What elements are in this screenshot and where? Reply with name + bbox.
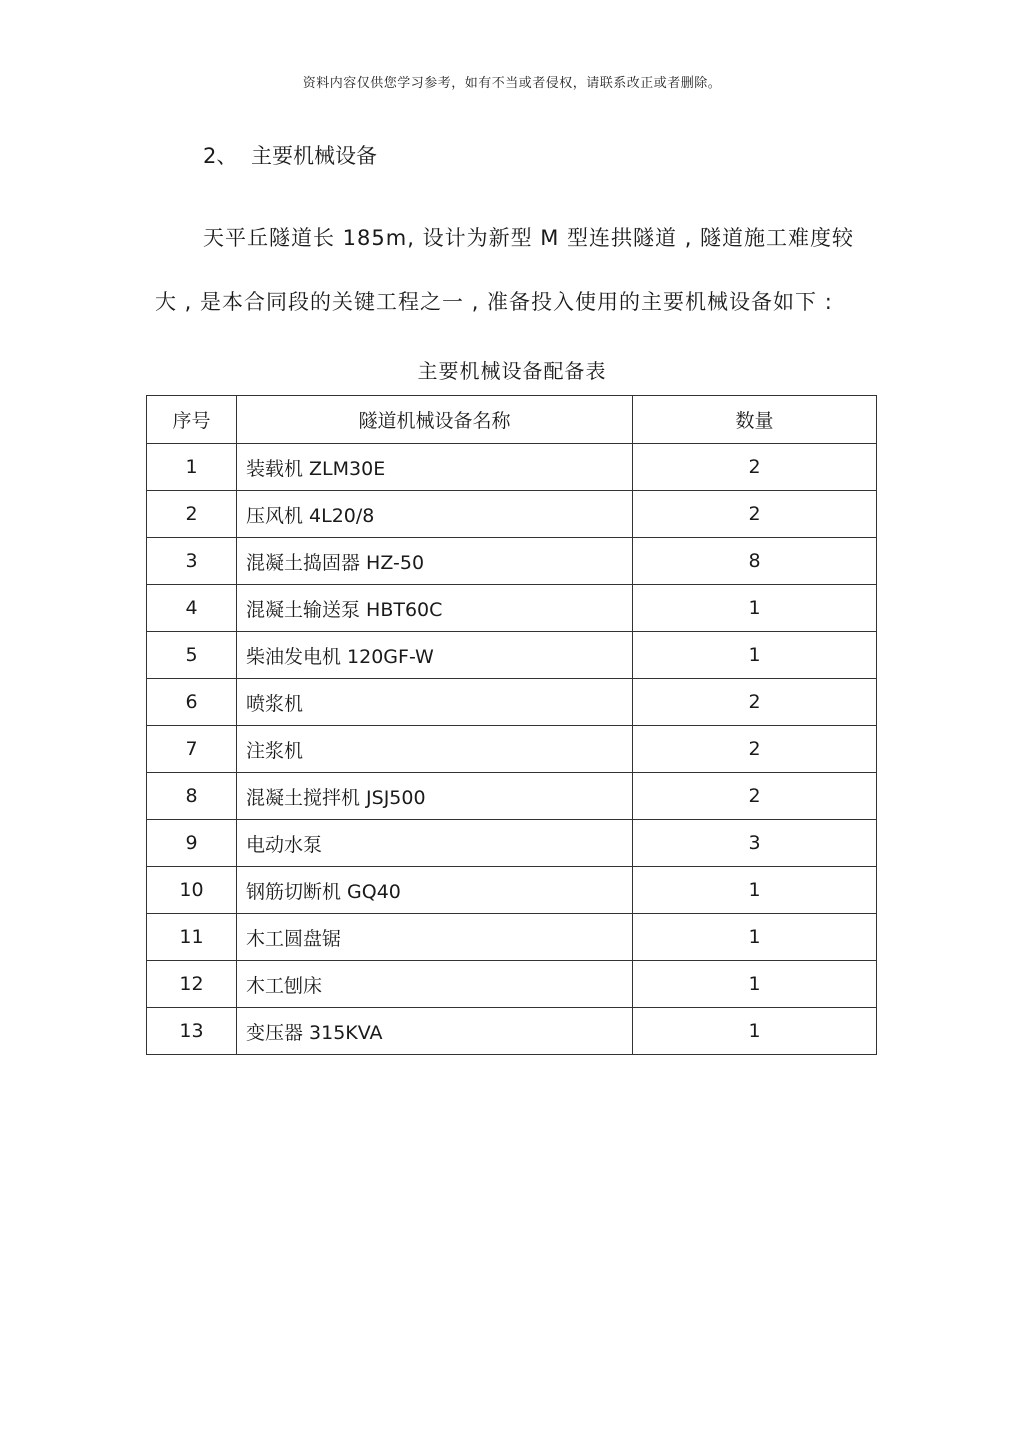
row-qty: 1 — [633, 632, 877, 679]
row-no: 2 — [147, 491, 237, 538]
row-qty: 8 — [633, 538, 877, 585]
row-qty: 2 — [633, 773, 877, 820]
header-qty: 数量 — [633, 396, 877, 444]
table-row — [147, 914, 877, 961]
row-no: 5 — [147, 632, 237, 679]
table-row — [147, 1008, 877, 1055]
row-qty: 2 — [633, 444, 877, 491]
intro-line-2: 大 , 是本合同段的关键工程之一 , 准备投入使用的主要机械设备如下 : — [155, 290, 833, 314]
row-name: 混凝土捣固器 HZ-50 — [237, 538, 633, 585]
row-name: 柴油发电机 120GF-W — [237, 632, 633, 679]
header-no: 序号 — [147, 396, 237, 444]
table-row — [147, 444, 877, 491]
table-row — [147, 538, 877, 585]
row-qty: 1 — [633, 1008, 877, 1055]
row-no: 3 — [147, 538, 237, 585]
table-header-row — [147, 396, 877, 444]
row-qty: 1 — [633, 585, 877, 632]
row-no: 9 — [147, 820, 237, 867]
row-name: 注浆机 — [237, 726, 633, 773]
row-no: 13 — [147, 1008, 237, 1055]
table-row — [147, 773, 877, 820]
table-row — [147, 867, 877, 914]
row-no: 12 — [147, 961, 237, 1008]
intro-line-1: 天平丘隧道长 185m, 设计为新型 M 型连拱隧道 , 隧道施工难度较 — [203, 226, 855, 250]
row-qty: 2 — [633, 679, 877, 726]
row-qty: 1 — [633, 961, 877, 1008]
row-qty: 1 — [633, 867, 877, 914]
row-name: 木工圆盘锯 — [237, 914, 633, 961]
row-qty: 3 — [633, 820, 877, 867]
row-no: 1 — [147, 444, 237, 491]
table-row — [147, 820, 877, 867]
row-qty: 1 — [633, 914, 877, 961]
table-row — [147, 726, 877, 773]
table-row — [147, 632, 877, 679]
section-number: 2、 — [203, 144, 238, 168]
section-heading — [203, 140, 377, 170]
row-no: 6 — [147, 679, 237, 726]
page-disclaimer: 资料内容仅供您学习参考，如有不当或者侵权，请联系改正或者删除。 — [302, 76, 722, 91]
row-no: 11 — [147, 914, 237, 961]
row-name: 装载机 ZLM30E — [237, 444, 633, 491]
table-row — [147, 679, 877, 726]
row-name: 电动水泵 — [237, 820, 633, 867]
row-qty: 2 — [633, 726, 877, 773]
row-no: 8 — [147, 773, 237, 820]
row-name: 压风机 4L20/8 — [237, 491, 633, 538]
row-name: 混凝土输送泵 HBT60C — [237, 585, 633, 632]
row-no: 7 — [147, 726, 237, 773]
row-no: 4 — [147, 585, 237, 632]
row-name: 木工刨床 — [237, 961, 633, 1008]
row-name: 混凝土搅拌机 JSJ500 — [237, 773, 633, 820]
equipment-table — [146, 395, 877, 1055]
header-name: 隧道机械设备名称 — [237, 396, 633, 444]
row-name: 喷浆机 — [237, 679, 633, 726]
section-title: 主要机械设备 — [251, 144, 377, 168]
row-name: 钢筋切断机 GQ40 — [237, 867, 633, 914]
table-row — [147, 961, 877, 1008]
row-qty: 2 — [633, 491, 877, 538]
table-row — [147, 585, 877, 632]
table-caption: 主要机械设备配备表 — [417, 359, 607, 383]
row-no: 10 — [147, 867, 237, 914]
row-name: 变压器 315KVA — [237, 1008, 633, 1055]
table-row — [147, 491, 877, 538]
